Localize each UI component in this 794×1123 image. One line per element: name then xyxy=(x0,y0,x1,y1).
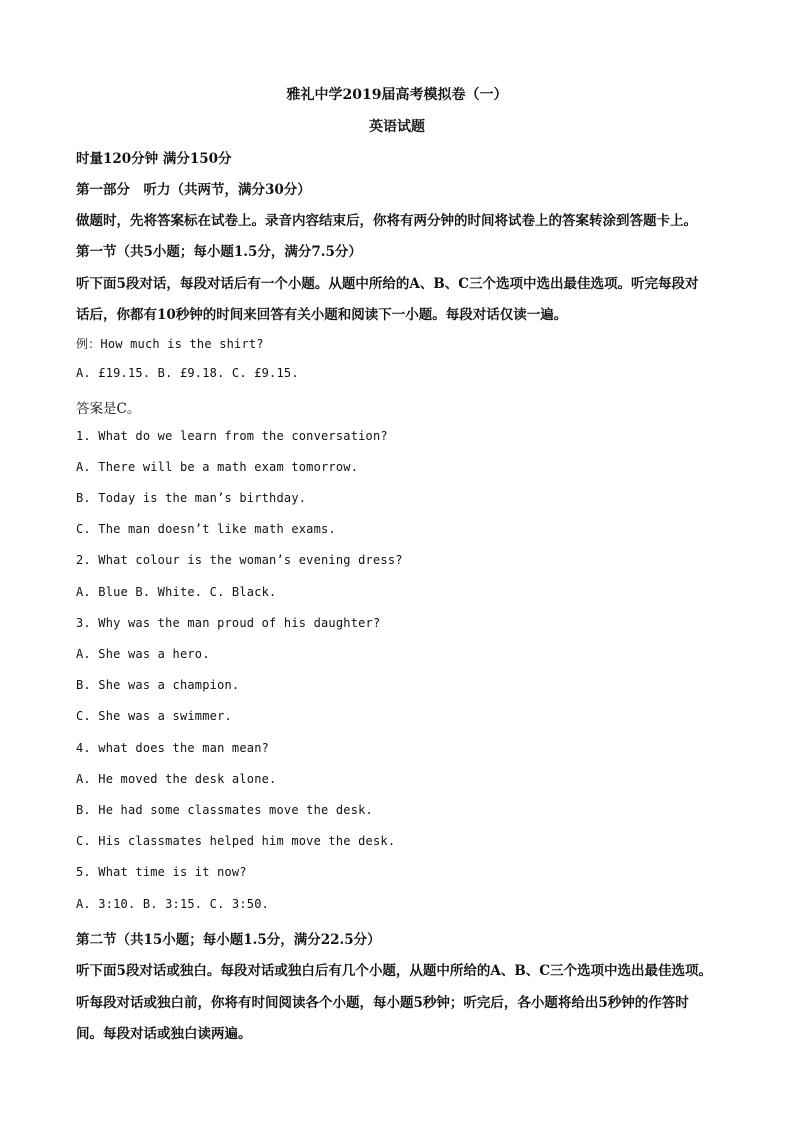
example-answer: 答案是C。 xyxy=(76,401,141,417)
section2-instruction-line3: 间。每段对话或独白读两遍。 xyxy=(76,1026,252,1042)
question-option: A. He moved the desk alone. xyxy=(76,772,277,786)
question-option: A. 3:10. B. 3:15. C. 3:50. xyxy=(76,897,270,911)
question-stem: 5. What time is it now? xyxy=(76,865,247,879)
time-score-line: 时量120分钟 满分150分 xyxy=(76,151,232,167)
example-options: A. £19.15. B. £9.18. C. £9.15. xyxy=(76,366,299,380)
exam-subtitle: 英语试题 xyxy=(369,119,425,135)
question-stem: 3. Why was the man proud of his daughter? xyxy=(76,616,381,630)
question-option: C. His classmates helped him move the desk. xyxy=(76,834,396,848)
question-option: A. She was a hero. xyxy=(76,647,210,661)
section2-heading: 第二节（共15小题；每小题1.5分，满分22.5分） xyxy=(76,932,381,948)
exam-title: 雅礼中学2019届高考模拟卷（一） xyxy=(286,87,508,103)
question-option: C. She was a swimmer. xyxy=(76,709,232,723)
question-option: A. There will be a math exam tomorrow. xyxy=(76,460,359,474)
question-option: B. Today is the man’s birthday. xyxy=(76,491,307,505)
question-option: B. She was a champion. xyxy=(76,678,240,692)
question-option: A. Blue B. White. C. Black. xyxy=(76,585,277,599)
question-stem: 1. What do we learn from the conversation? xyxy=(76,429,388,443)
part1-instruction: 做题时，先将答案标在试卷上。录音内容结束后，你将有两分钟的时间将试卷上的答案转涂到答题卡上。 xyxy=(76,213,697,229)
question-option: B. He had some classmates move the desk. xyxy=(76,803,373,817)
question-stem: 2. What colour is the woman’s evening dress? xyxy=(76,553,403,567)
section2-instruction-line2: 听每段对话或独白前，你将有时间阅读各个小题，每小题5秒钟；听完后，各小题将给出5秒钟的作答时 xyxy=(76,995,689,1011)
section1-heading: 第一节（共5小题；每小题1.5分，满分7.5分） xyxy=(76,244,362,260)
question-stem: 4. what does the man mean? xyxy=(76,741,270,755)
section1-instruction-line2: 话后，你都有10秒钟的时间来回答有关小题和阅读下一小题。每段对话仅读一遍。 xyxy=(76,307,568,323)
section1-instruction-line1: 听下面5段对话，每段对话后有一个小题。从题中所给的A、B、C三个选项中选出最佳选项。听完每段对 xyxy=(76,276,699,292)
question-option: C. The man doesn’t like math exams. xyxy=(76,522,336,536)
section2-instruction-line1: 听下面5段对话或独白。每段对话或独白后有几个小题，从题中所给的A、B、C三个选项中选出最佳选项。 xyxy=(76,963,713,979)
example-question: 例：How much is the shirt? xyxy=(76,337,264,351)
part1-heading: 第一部分 听力（共两节，满分30分） xyxy=(76,182,311,198)
